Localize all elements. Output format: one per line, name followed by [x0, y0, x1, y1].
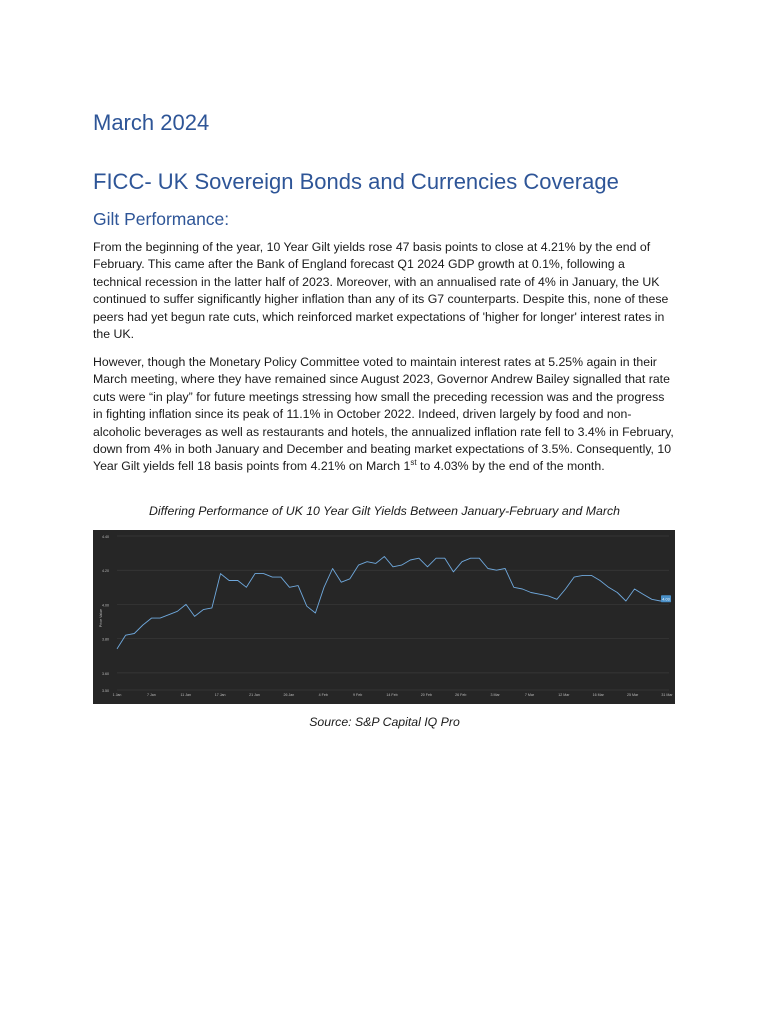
- y-tick-label: 3.50: [102, 689, 109, 693]
- x-tick-label: 3 Mar: [490, 693, 500, 697]
- x-tick-label: 21 Jan: [249, 693, 260, 697]
- y-tick-label: 3.80: [102, 637, 109, 642]
- gilt-yield-chart-svg: [93, 530, 675, 704]
- x-tick-label: 25 Mar: [627, 693, 639, 697]
- paragraph-2-text-a: However, though the Monetary Policy Committee voted to maintain interest rates at 5.25% again in their March meeting, where they have remained since August 2023, Governor Andrew Bailey signalled that rate cuts were “in play” for future meetings stressing how small the preceding recession was and the progress in fighting inflation since its peak of 11.1% in October 2022. Indeed, driven largely by food and non-alcoholic beverages as well as restaurants and hotels, the annualized inflation rate fell to 3.4% in February, down from 4% in both January and December and beating market expectations of 3.5%. Consequently, 10 Year Gilt yields fell 18 basis points from 4.21% on March 1: [93, 355, 674, 474]
- document-date: March 2024: [93, 110, 210, 135]
- paragraph-2-text-b: to 4.03% by the end of the month.: [416, 459, 605, 474]
- x-tick-label: 31 Mar: [661, 693, 673, 697]
- paragraph-2: [93, 354, 676, 476]
- x-tick-label: 20 Feb: [420, 693, 432, 697]
- figure-caption: Differing Performance of UK 10 Year Gilt Yields Between January-February and March: [149, 504, 620, 518]
- paragraph-2-superscript: st: [410, 458, 417, 468]
- paragraph-1: From the beginning of the year, 10 Year Gilt yields rose 47 basis points to close at 4.21% by the end of February. This came after the Bank of England forecast Q1 2024 GDP growth at 0.1%, following a technical recession in the latter half of 2023. Moreover, with an annualised rate of 4% in January, the UK continued to suffer significantly higher inflation than any of its G7 counterparts. Despite this, none of these peers had yet begun rate cuts, which reinforced market expectations of 'higher for longer' interest rates in the UK.: [93, 240, 669, 342]
- x-tick-label: 1 Jan: [112, 693, 122, 697]
- y-tick-label: 4.40: [102, 535, 109, 539]
- x-tick-label: 4 Feb: [318, 693, 328, 697]
- end-value-label: 4.03: [662, 597, 670, 602]
- y-tick-label: 3.60: [102, 671, 109, 676]
- x-tick-label: 9 Feb: [353, 693, 363, 697]
- figure-source: Source: S&P Capital IQ Pro: [309, 715, 460, 729]
- x-tick-label: 7 Mar: [524, 693, 535, 697]
- x-tick-label: 12 Mar: [558, 693, 570, 697]
- y-tick-label: 4.00: [102, 603, 109, 608]
- gilt-yield-chart: [93, 530, 675, 704]
- section-title: Gilt Performance:: [93, 209, 230, 229]
- x-tick-label: 11 Jan: [180, 693, 192, 697]
- x-tick-label: 26 Feb: [455, 693, 467, 697]
- page-title: FICC- UK Sovereign Bonds and Currencies Coverage: [93, 169, 619, 194]
- x-tick-label: 7 Jan: [146, 693, 156, 697]
- y-axis-label: Price Value: [99, 608, 103, 628]
- x-tick-label: 14 Feb: [386, 693, 398, 697]
- y-tick-label: 4.20: [102, 569, 109, 574]
- x-tick-label: 26 Jan: [283, 693, 295, 697]
- x-tick-label: 17 Jan: [214, 693, 226, 697]
- x-tick-label: 16 Mar: [592, 693, 604, 697]
